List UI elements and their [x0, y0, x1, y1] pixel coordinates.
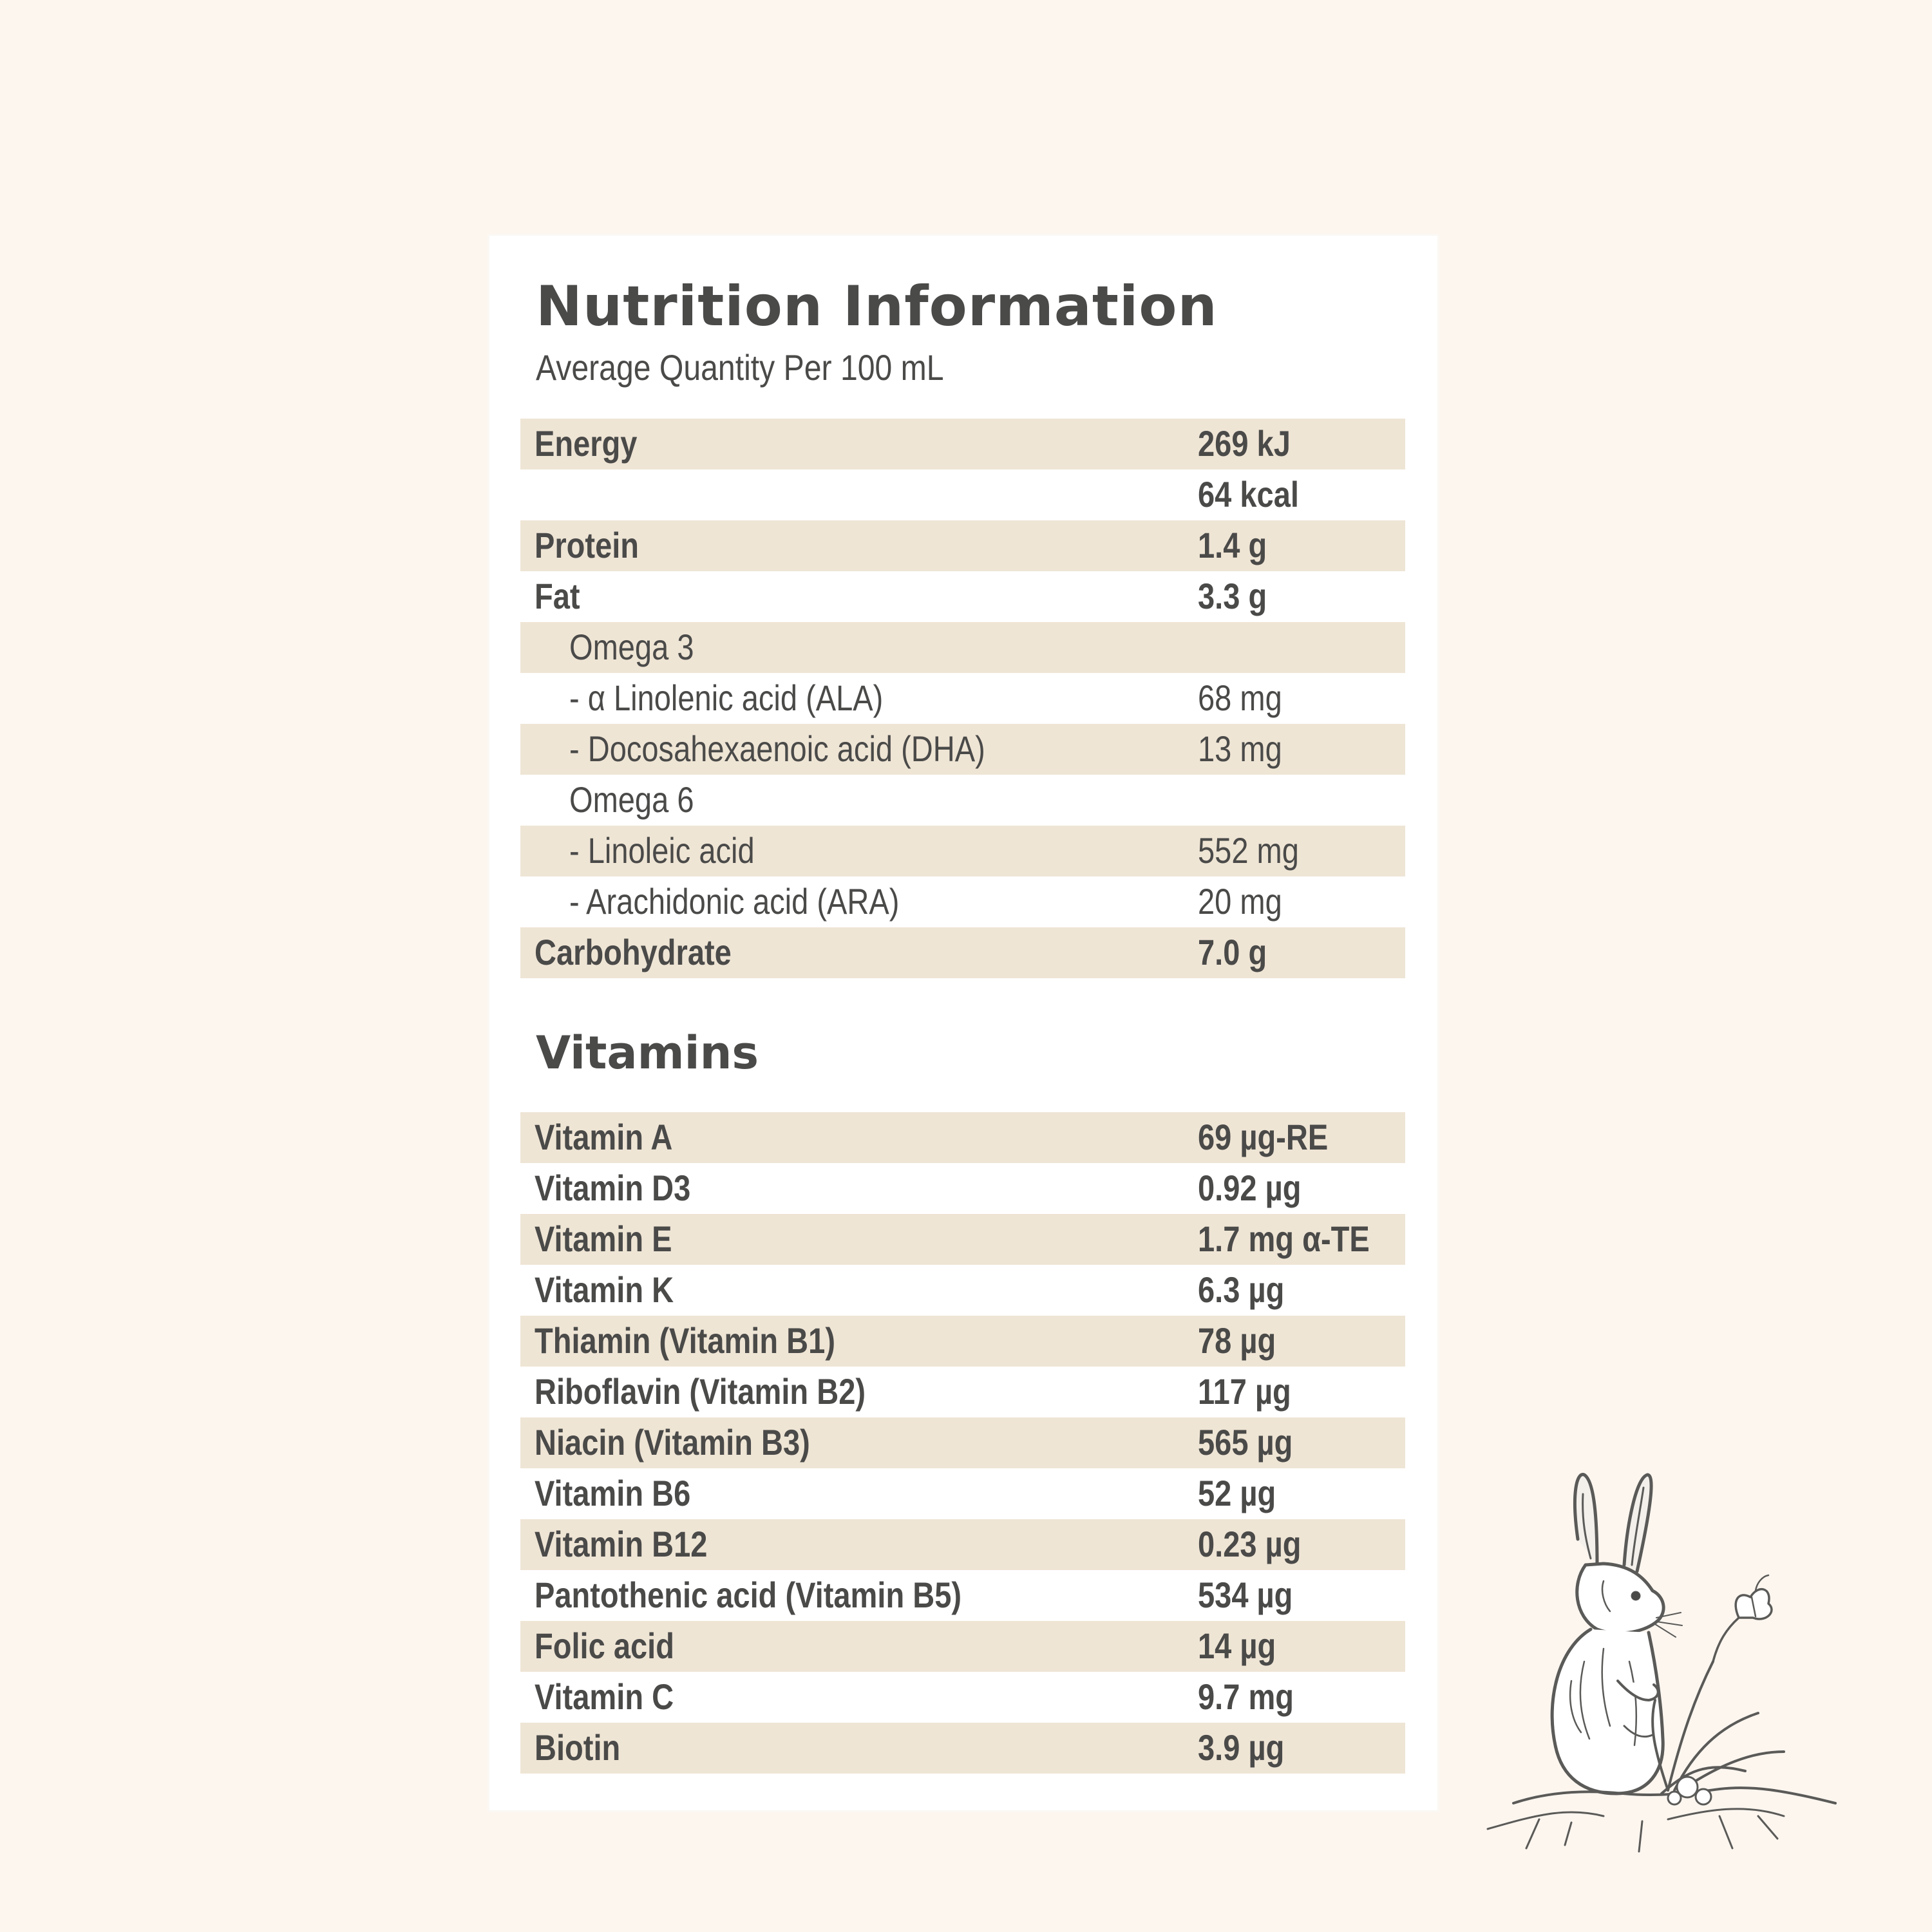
vitamin-row-label: Vitamin D3 — [535, 1168, 691, 1208]
vitamin-row-label: Vitamin E — [535, 1218, 672, 1259]
nutrition-panel — [489, 236, 1437, 1810]
nutrient-row-label: - Docosahexaenoic acid (DHA) — [569, 728, 985, 769]
vitamin-row — [520, 1570, 1405, 1621]
vitamin-row — [520, 1265, 1405, 1316]
nutrient-row-label: Energy — [535, 423, 638, 464]
nutrient-row-value: 269 kJ — [1198, 423, 1291, 464]
nutrient-row-value: 20 mg — [1198, 881, 1282, 922]
nutrient-row-value: 552 mg — [1198, 830, 1299, 871]
vitamins-table — [520, 1112, 1405, 1774]
vitamin-row — [520, 1316, 1405, 1367]
nutrient-row — [520, 775, 1405, 826]
nutrient-row-value: 7.0 g — [1198, 932, 1267, 972]
vitamin-row-label: Riboflavin (Vitamin B2) — [535, 1371, 866, 1412]
vitamin-row-label: Biotin — [535, 1727, 621, 1768]
rabbit-illustration — [1475, 1468, 1861, 1855]
vitamin-row-value: 117 µg — [1198, 1371, 1291, 1412]
vitamin-row — [520, 1723, 1405, 1774]
nutrient-row-label: Carbohydrate — [535, 932, 732, 972]
nutrient-row-label: Protein — [535, 525, 639, 565]
vitamin-row-label: Vitamin K — [535, 1269, 674, 1310]
nutrient-row — [520, 876, 1405, 927]
nutrient-row — [520, 469, 1405, 520]
nutrients-table — [520, 419, 1405, 978]
vitamin-row-value: 9.7 mg — [1198, 1676, 1294, 1717]
vitamin-row-label: Folic acid — [535, 1625, 674, 1666]
vitamin-row-label: Vitamin B12 — [535, 1524, 708, 1564]
vitamin-row-value: 69 µg-RE — [1198, 1117, 1329, 1157]
vitamin-row-label: Niacin (Vitamin B3) — [535, 1422, 810, 1463]
vitamin-row-value: 534 µg — [1198, 1575, 1293, 1615]
vitamin-row — [520, 1621, 1405, 1672]
vitamin-row-value: 565 µg — [1198, 1422, 1293, 1463]
nutrient-row — [520, 571, 1405, 622]
nutrient-row-value: 64 kcal — [1198, 474, 1299, 515]
nutrient-row — [520, 520, 1405, 571]
vitamin-row — [520, 1417, 1405, 1468]
vitamin-row — [520, 1468, 1405, 1519]
nutrient-row — [520, 826, 1405, 876]
vitamin-row-value: 1.7 mg α-TE — [1198, 1218, 1370, 1259]
nutrient-row — [520, 927, 1405, 978]
vitamin-row-label: Pantothenic acid (Vitamin B5) — [535, 1575, 962, 1615]
vitamin-row-label: Vitamin C — [535, 1676, 674, 1717]
vitamin-row — [520, 1214, 1405, 1265]
vitamin-row — [520, 1367, 1405, 1417]
vitamin-row — [520, 1163, 1405, 1214]
vitamin-row — [520, 1112, 1405, 1163]
vitamin-row — [520, 1519, 1405, 1570]
nutrient-row — [520, 419, 1405, 469]
vitamin-row-value: 6.3 µg — [1198, 1269, 1285, 1310]
nutrient-row — [520, 673, 1405, 724]
panel-title: Nutrition Information — [536, 274, 1218, 339]
nutrient-row-value: 1.4 g — [1198, 525, 1267, 565]
vitamin-row-value: 3.9 µg — [1198, 1727, 1285, 1768]
nutrient-row — [520, 622, 1405, 673]
vitamin-row-value: 78 µg — [1198, 1320, 1276, 1361]
vitamin-row-label: Thiamin (Vitamin B1) — [535, 1320, 835, 1361]
vitamin-row — [520, 1672, 1405, 1723]
vitamins-heading: Vitamins — [536, 1027, 759, 1079]
vitamin-row-value: 0.23 µg — [1198, 1524, 1302, 1564]
vitamin-row-label: Vitamin A — [535, 1117, 673, 1157]
nutrient-row-label: Omega 6 — [569, 779, 694, 820]
nutrient-row-value: 68 mg — [1198, 677, 1282, 718]
nutrient-row-label: - Arachidonic acid (ARA) — [569, 881, 900, 922]
vitamin-row-value: 52 µg — [1198, 1473, 1276, 1513]
vitamin-row-value: 0.92 µg — [1198, 1168, 1302, 1208]
vitamin-row-label: Vitamin B6 — [535, 1473, 691, 1513]
nutrient-row-label: Omega 3 — [569, 627, 694, 667]
nutrient-row-label: - α Linolenic acid (ALA) — [569, 677, 884, 718]
nutrient-row-value: 3.3 g — [1198, 576, 1267, 616]
nutrient-row — [520, 724, 1405, 775]
nutrient-row-value: 13 mg — [1198, 728, 1282, 769]
panel-subtitle: Average Quantity Per 100 mL — [536, 347, 944, 388]
nutrient-row-label: Fat — [535, 576, 580, 616]
nutrient-row-label: - Linoleic acid — [569, 830, 755, 871]
vitamin-row-value: 14 µg — [1198, 1625, 1276, 1666]
